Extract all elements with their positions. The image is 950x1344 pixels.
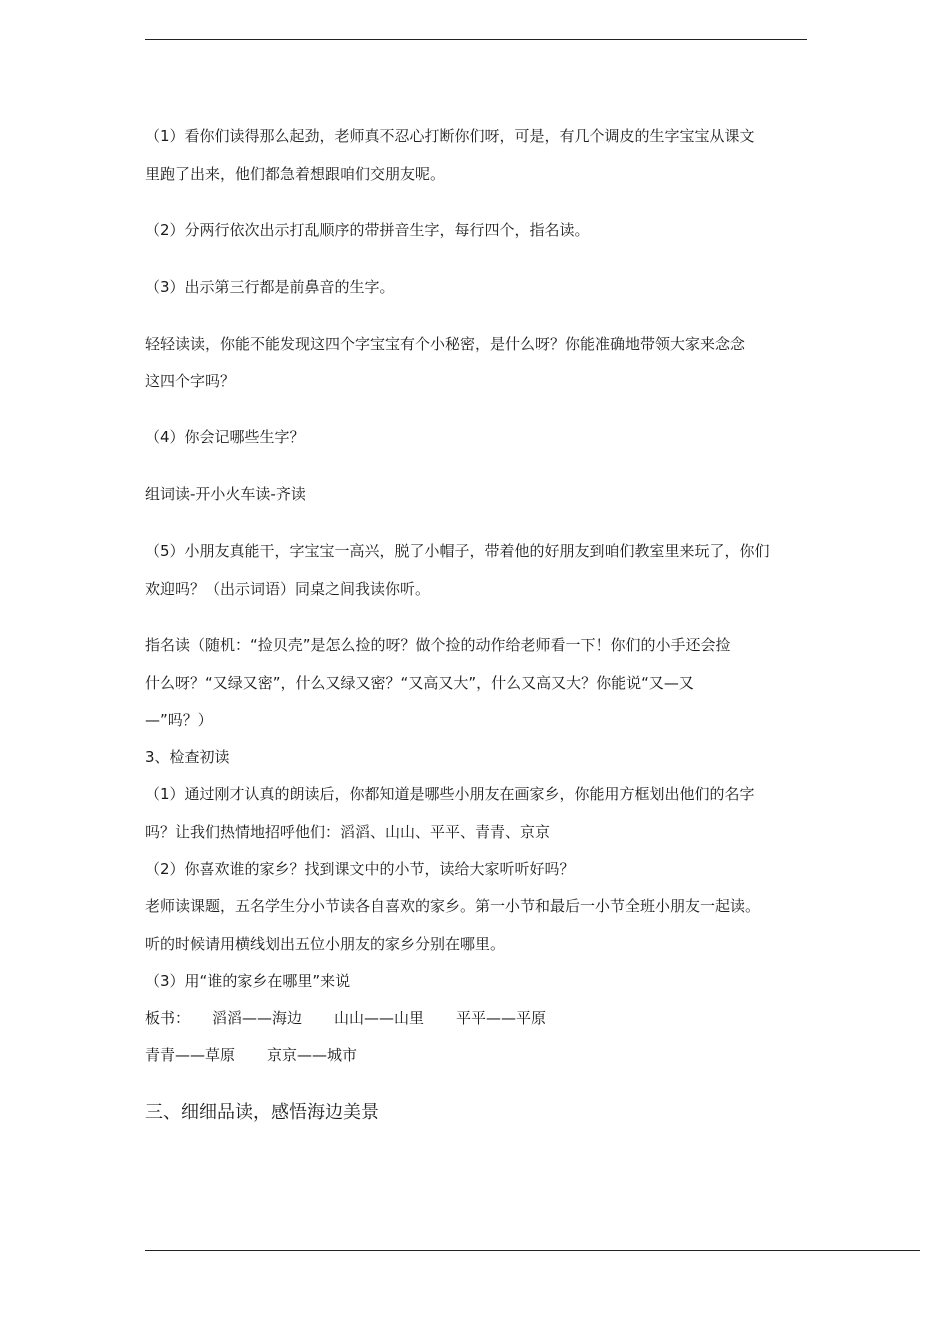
paragraph-line: 指名读（随机：“捡贝壳”是怎么捡的呀？做个捡的动作给老师看一下！你们的小手还会捡	[145, 636, 731, 654]
paragraph-line: 轻轻读读，你能不能发现这四个字宝宝有个小秘密，是什么呀？你能准确地带领大家来念念	[145, 335, 746, 353]
paragraph-line: （2）分两行依次出示打乱顺序的带拼音生字，每行四个，指名读。	[145, 221, 590, 239]
header-rule	[145, 39, 807, 40]
board-item: 滔滔——海边	[212, 1009, 303, 1027]
paragraph-line: 老师读课题，五名学生分小节读各自喜欢的家乡。第一小节和最后一小节全班小朋友一起读。	[145, 897, 761, 915]
footer-rule	[145, 1250, 920, 1251]
paragraph-line: （5）小朋友真能干，字宝宝一高兴，脱了小帽子，带着他的好朋友到咱们教室里来玩了，你们	[145, 542, 770, 560]
paragraph-line: 吗？让我们热情地招呼他们：滔滔、山山、平平、青青、京京	[145, 823, 551, 841]
board-item: 青青——草原	[145, 1046, 236, 1064]
paragraph-line: 组词读-开小火车读-齐读	[145, 485, 306, 503]
paragraph-line: （4）你会记哪些生字？	[145, 428, 305, 446]
paragraph-line: （2）你喜欢谁的家乡？找到课文中的小节，读给大家听听好吗？	[145, 860, 575, 878]
board-item: 京京——城市	[267, 1046, 358, 1064]
paragraph-line: 这四个字吗？	[145, 372, 236, 390]
board-item: 山山——山里	[334, 1009, 425, 1027]
paragraph-line: —”吗？）	[145, 711, 213, 729]
board-label: 板书：	[145, 1009, 191, 1027]
paragraph-line: （3）出示第三行都是前鼻音的生字。	[145, 278, 395, 296]
subsection-title: 3、检查初读	[145, 748, 230, 766]
board-item: 平平——平原	[456, 1009, 547, 1027]
paragraph-line: 听的时候请用横线划出五位小朋友的家乡分别在哪里。	[145, 935, 506, 953]
paragraph-line: （3）用“谁的家乡在哪里”来说	[145, 972, 351, 990]
paragraph-line: 什么呀？“又绿又密”，什么又绿又密？“又高又大”，什么又高又大？你能说“又—又	[145, 674, 694, 692]
section-heading: 三、细细品读，感悟海边美景	[145, 1102, 379, 1123]
paragraph-line: 里跑了出来，他们都急着想跟咱们交朋友呢。	[145, 165, 446, 183]
paragraph-line: （1）看你们读得那么起劲，老师真不忍心打断你们呀，可是，有几个调皮的生字宝宝从课文	[145, 127, 755, 145]
paragraph-line: （1）通过刚才认真的朗读后，你都知道是哪些小朋友在画家乡，你能用方框划出他们的名字	[145, 785, 755, 803]
paragraph-line: 欢迎吗？（出示词语）同桌之间我读你听。	[145, 580, 431, 598]
